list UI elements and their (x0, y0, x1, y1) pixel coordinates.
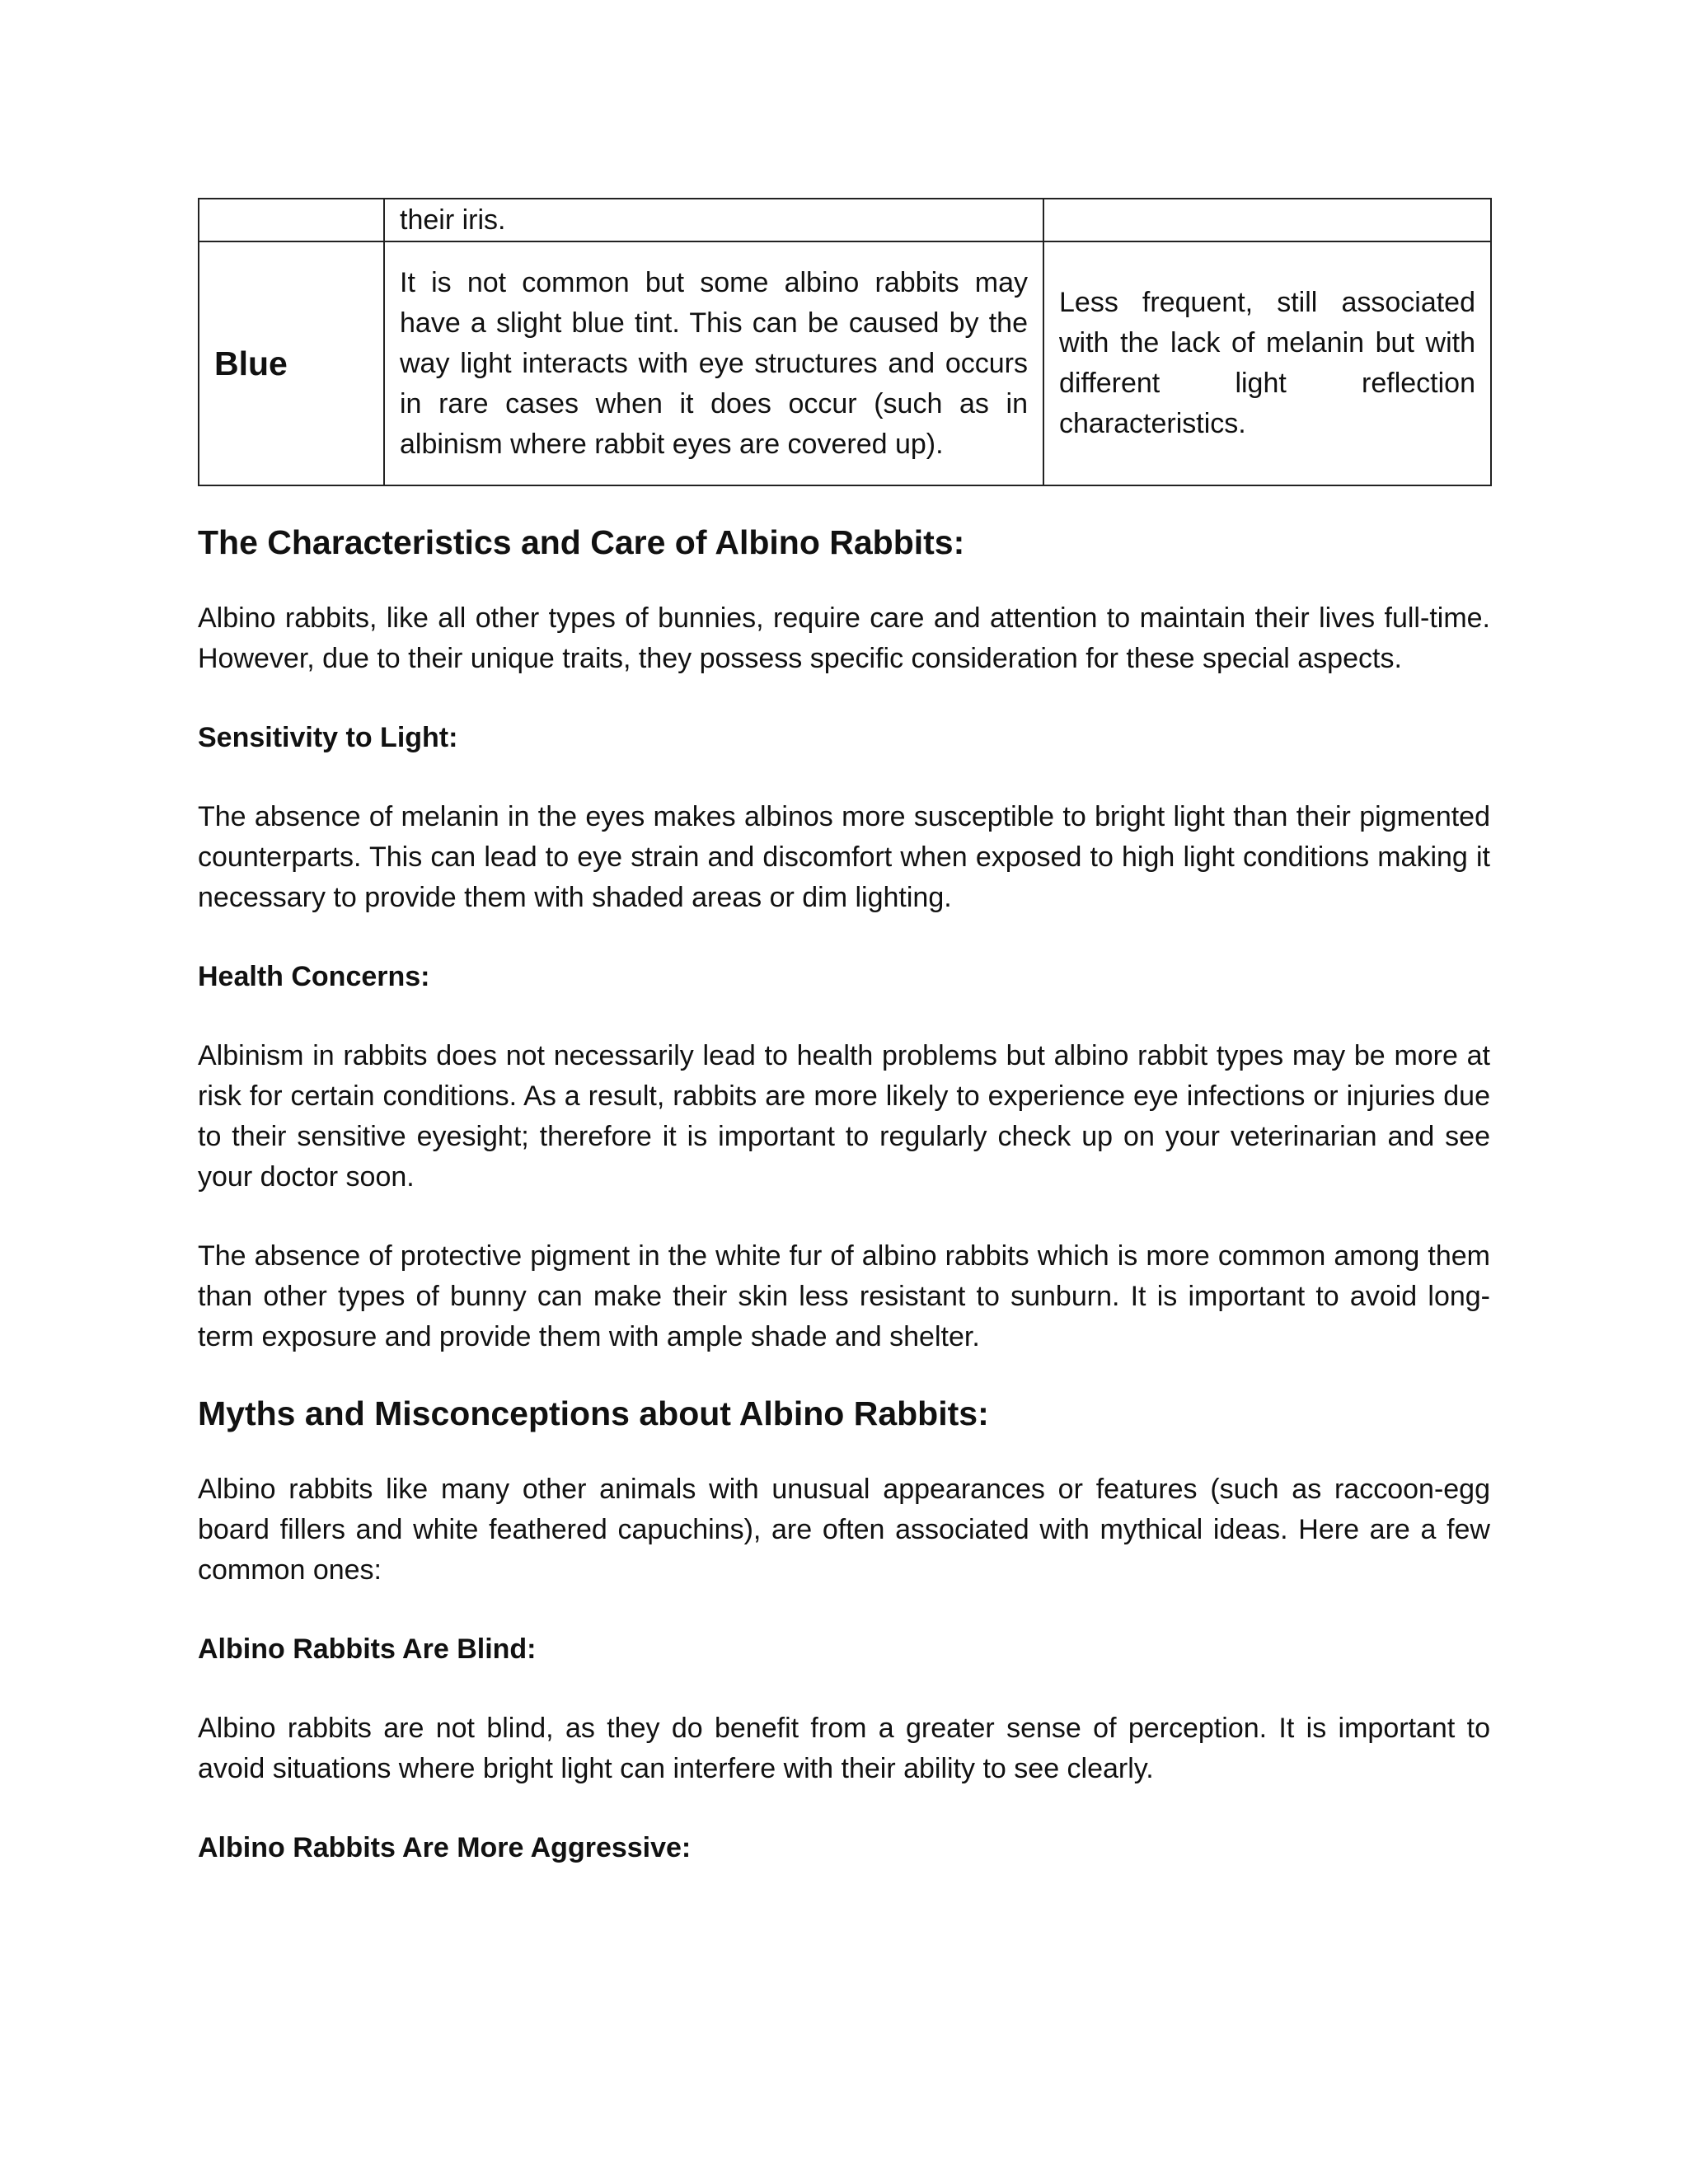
paragraph-health-concerns-1: Albinism in rabbits does not necessarily lead to health problems but albino rabbit types may be more at risk for certain conditions. As a result, rabbits are more likely to experience eye infections or injuries due to their sensitive eyesight; therefore it is important to regularly check up on your veterinarian and see your doctor soon. (198, 1040, 1490, 1193)
note-cell: Less frequent, still associated with the lack of melanin but with different light reflection characteristics. (1043, 241, 1491, 485)
subheading-albino-rabbits-more-aggressive: Albino Rabbits Are More Aggressive: (198, 1832, 692, 1863)
paragraph-health-concerns-2: The absence of protective pigment in the white fur of albino rabbits which is more common among them than other types of bunny can make their skin less resistant to sunburn. It is important to avoid long-term exposure and provide them with ample shade and shelter. (198, 1240, 1490, 1352)
note-cell (1043, 199, 1491, 241)
eye-color-cell (199, 199, 384, 241)
eye-color-table (198, 198, 1492, 486)
table-row (199, 241, 1491, 485)
paragraph-albino-rabbits-are-blind: Albino rabbits are not blind, as they do benefit from a greater sense of perception. It is important to avoid situations where bright light can interfere with their ability to see clearly. (198, 1713, 1490, 1784)
document-page (198, 198, 1490, 1868)
description-cell: It is not common but some albino rabbits may have a slight blue tint. This can be caused by the way light interacts with eye structures and occurs in rare cases when it does occur (such as in albinism where rabbit eyes are covered up). (384, 241, 1043, 485)
subheading-sensitivity-to-light: Sensitivity to Light: (198, 722, 458, 753)
section-heading-characteristics: The Characteristics and Care of Albino Rabbits: (198, 523, 965, 561)
subheading-health-concerns: Health Concerns: (198, 961, 430, 992)
eye-color-cell: Blue (199, 241, 384, 485)
subheading-albino-rabbits-are-blind: Albino Rabbits Are Blind: (198, 1633, 537, 1665)
description-cell: their iris. (384, 199, 1043, 241)
paragraph-sensitivity-to-light: The absence of melanin in the eyes makes albinos more susceptible to bright light than their pigmented counterparts. This can lead to eye strain and discomfort when exposed to high light conditions making it necessary to provide them with shaded areas or dim lighting. (198, 801, 1490, 913)
table-row (199, 199, 1491, 241)
section-heading-myths: Myths and Misconceptions about Albino Rabbits: (198, 1394, 989, 1432)
paragraph-myths-intro: Albino rabbits like many other animals with unusual appearances or features (such as raccoon-egg board fillers and white feathered capuchins), are often associated with mythical ideas. Here are a few common ones: (198, 1474, 1490, 1586)
paragraph-characteristics-intro: Albino rabbits, like all other types of bunnies, require care and attention to maintain their lives full-time. However, due to their unique traits, they possess specific consideration for these special aspects. (198, 602, 1490, 674)
